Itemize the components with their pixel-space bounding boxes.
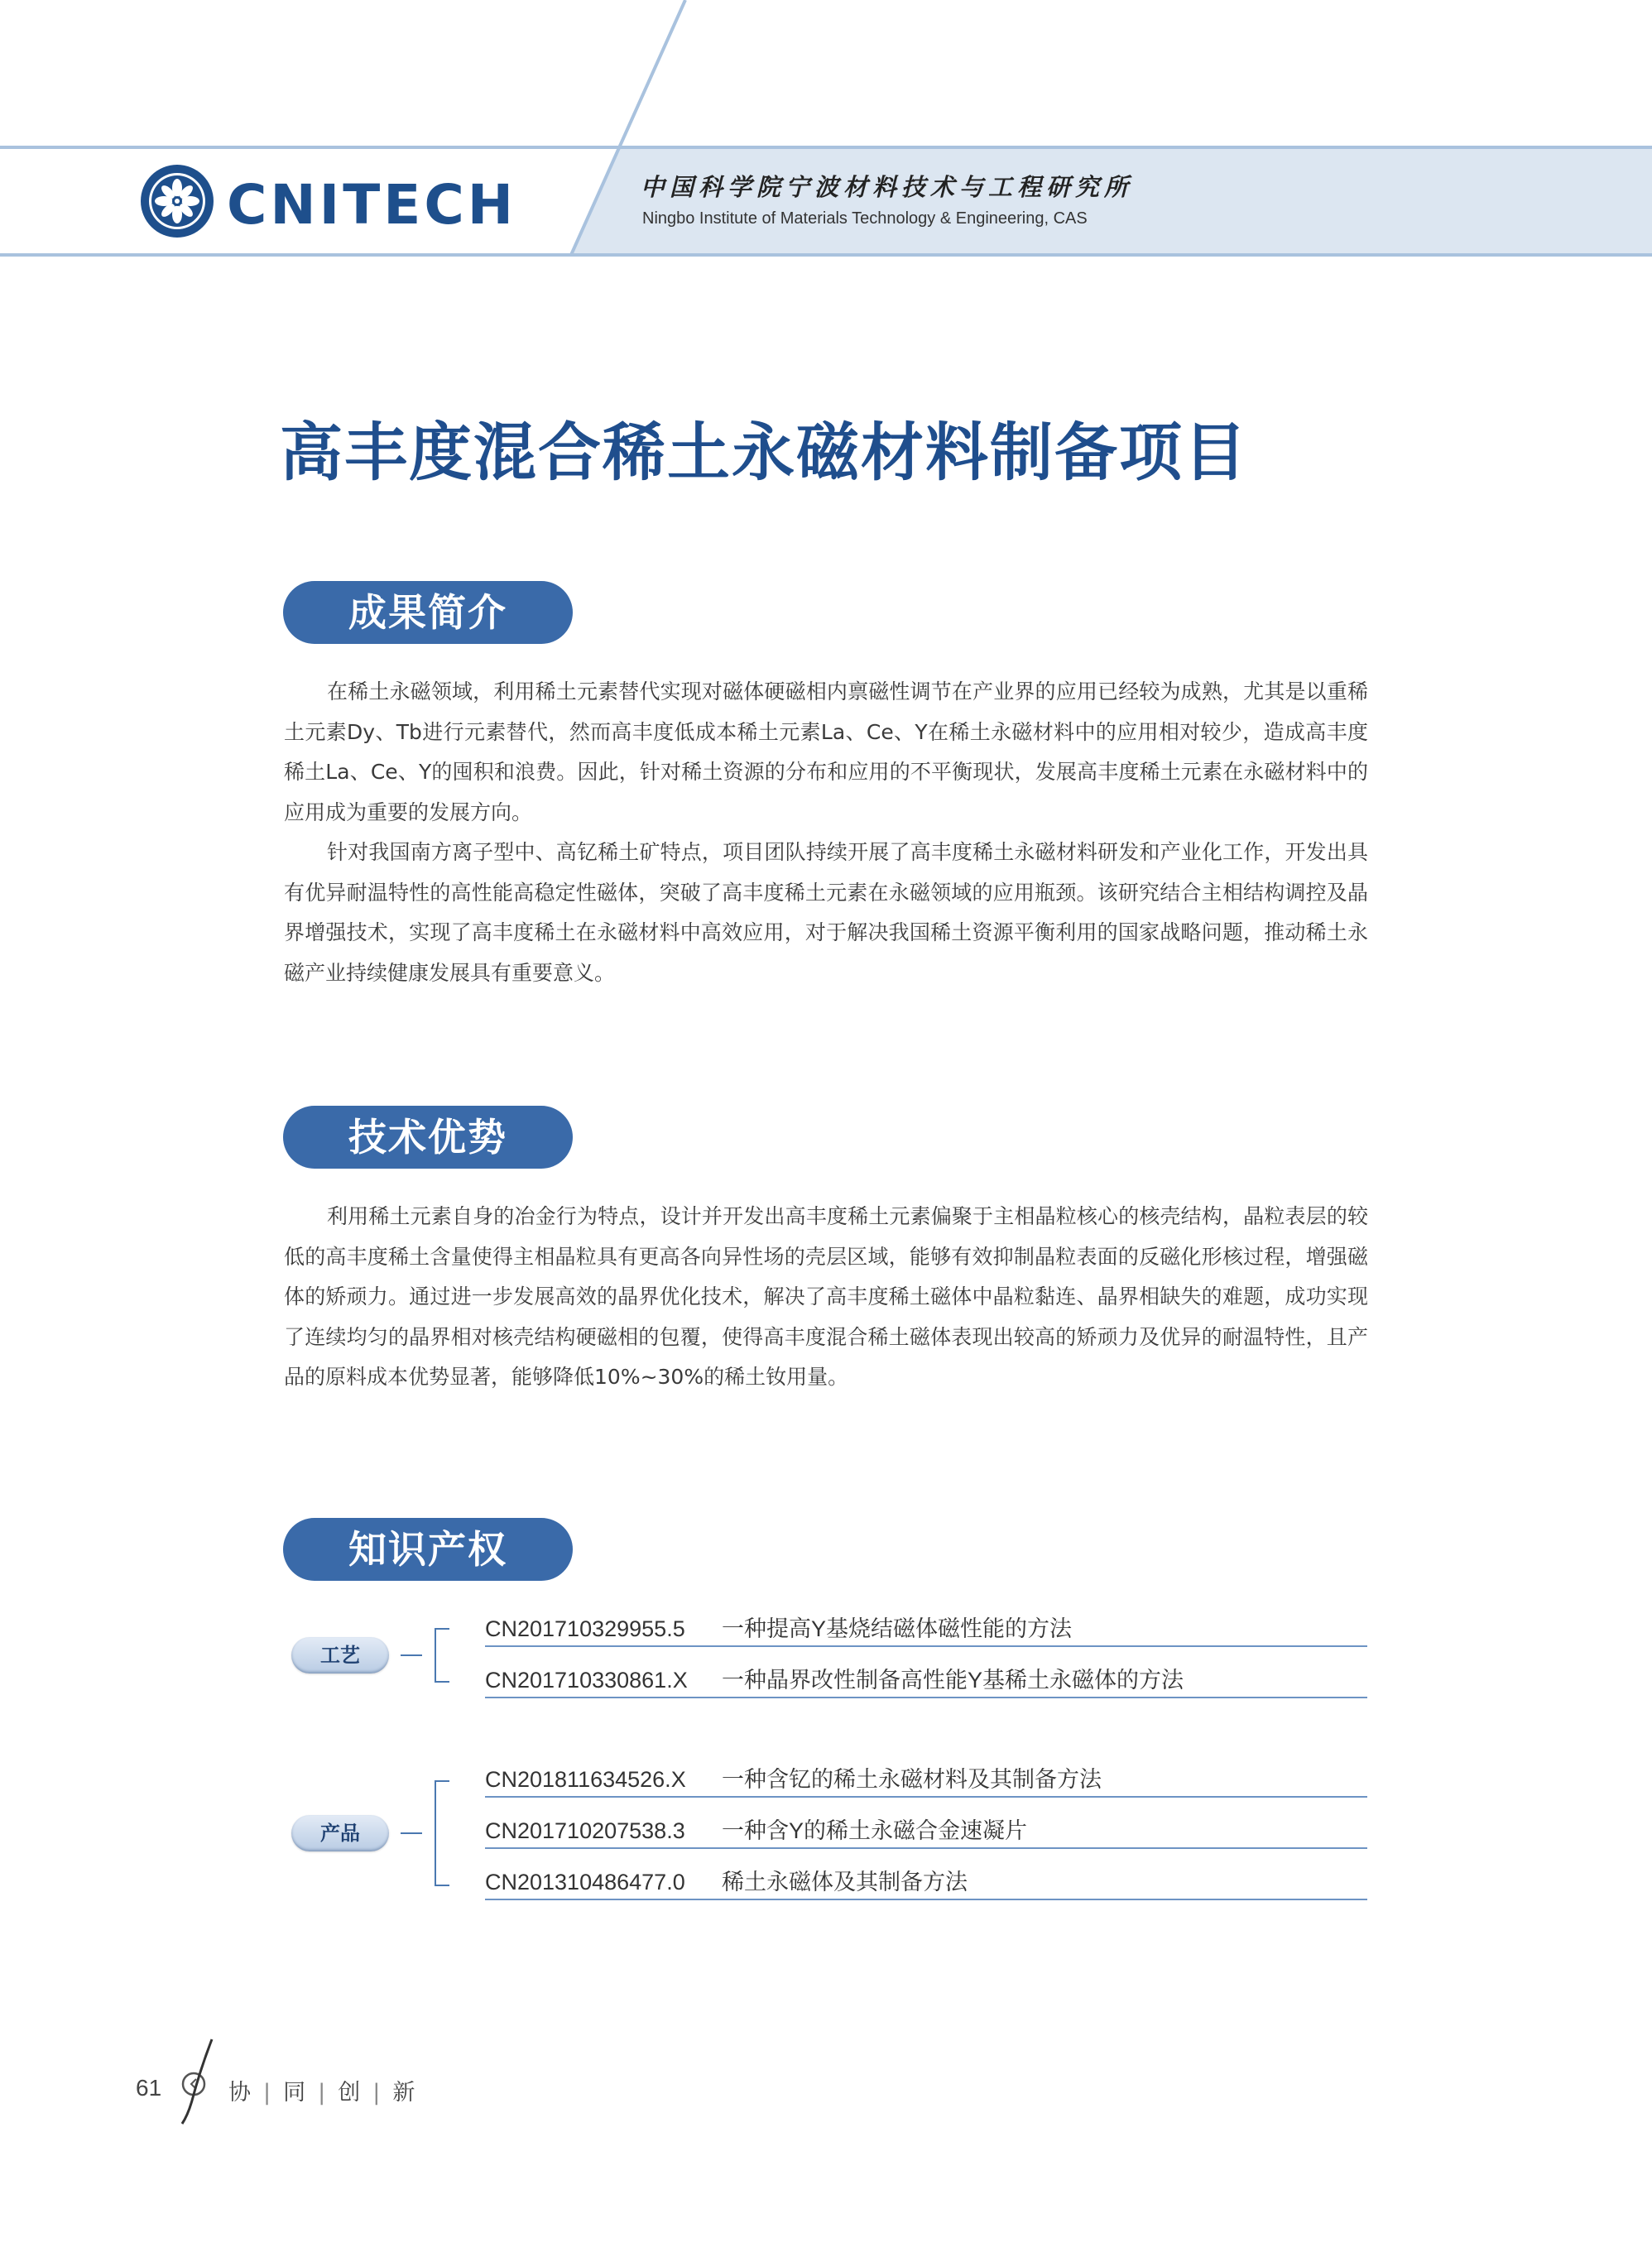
- patent-title: 稀土永磁体及其制备方法: [722, 1870, 968, 1894]
- summary-paragraph-1: 在稀土永磁领域，利用稀土元素替代实现对磁体硬磁相内禀磁性调节在产业界的应用已经较为成熟，尤其是以重稀土元素Dy、Tb进行元素替代，然而高丰度低成本稀土元素La、Ce、Y在稀土永磁材料中的应用相对较少，造成高丰度稀土La、Ce、Y的囤积和浪费。因此，针对稀土资源的分布和应用的不平衡现状，发展高丰度稀土元素在永磁材料中的应用成为重要的发展方向。: [284, 680, 1368, 824]
- patent-number: CN201710207538.3: [485, 1818, 685, 1843]
- section-heading-advantages: 技术优势: [283, 1106, 573, 1169]
- patent-title: 一种含Y的稀土永磁合金速凝片: [722, 1818, 1028, 1843]
- pen-circle-icon: [170, 2036, 220, 2127]
- motto-char: 新: [392, 2080, 416, 2106]
- separator: |: [372, 2080, 382, 2106]
- section-heading-ip: 知识产权: [283, 1518, 573, 1581]
- page-title: 高丰度混合稀土永磁材料制备项目: [280, 415, 1248, 489]
- patent-number: CN201710330861.X: [485, 1668, 688, 1693]
- footer-motto: [228, 2074, 415, 2106]
- summary-paragraph-2: 针对我国南方离子型中、高钇稀土矿特点，项目团队持续开展了高丰度稀土永磁材料研发和产业化工作，开发出具有优异耐温特性的高性能高稳定性磁体，突破了高丰度稀土元素在永磁领域的应用瓶颈。该研究结合主相结构调控及晶界增强技术，实现了高丰度稀土在永磁材料中高效应用，对于解决我国稀土资源平衡利用的国家战略问题，推动稀土永磁产业持续健康发展具有重要意义。: [284, 840, 1368, 985]
- patent-number: CN201811634526.X: [485, 1767, 686, 1792]
- advantages-paragraph: 利用稀土元素自身的冶金行为特点，设计并开发出高丰度稀土元素偏聚于主相晶粒核心的核壳结构，晶粒表层的较低的高丰度稀土含量使得主相晶粒具有更高各向异性场的壳层区域，能够有效抑制晶粒表面的反磁化形核过程，增强磁体的矫顽力。通过进一步发展高效的晶界优化技术，解决了高丰度稀土磁体中晶粒黏连、晶界相缺失的难题，成功实现了连续均匀的晶界相对核壳结构硬磁相的包覆，使得高丰度混合稀土磁体表现出较高的矫顽力及优异的耐温特性，且产品的原料成本优势显著，能够降低10%~30%的稀土钕用量。: [284, 1204, 1368, 1389]
- patent-row: [485, 1814, 1367, 1849]
- patent-category-product: 产品: [291, 1815, 389, 1851]
- bracket-line: [435, 1628, 449, 1683]
- patent-number: CN201310486477.0: [485, 1870, 685, 1894]
- patent-title: 一种晶界改性制备高性能Y基稀土永磁体的方法: [722, 1668, 1184, 1693]
- brand-logo-text: CNITECH: [227, 173, 517, 237]
- patent-row: [485, 1763, 1367, 1798]
- patent-row: [485, 1664, 1367, 1698]
- page-number: 61: [136, 2075, 162, 2101]
- cas-emblem-icon: [139, 163, 215, 239]
- patent-number: CN201710329955.5: [485, 1616, 685, 1641]
- patent-row: [485, 1612, 1367, 1647]
- connector-line: [401, 1832, 422, 1834]
- institute-name-cn: 中国科学院宁波材料技术与工程研究所: [641, 173, 1134, 201]
- institute-name-en: Ningbo Institute of Materials Technology & Engineering, CAS: [642, 209, 1088, 228]
- patent-row: [485, 1866, 1367, 1900]
- section-heading-summary: 成果简介: [283, 581, 573, 644]
- separator: |: [318, 2080, 327, 2106]
- motto-char: 协: [228, 2080, 252, 2106]
- patent-title: 一种含钇的稀土永磁材料及其制备方法: [722, 1767, 1102, 1792]
- motto-char: 同: [283, 2080, 307, 2106]
- connector-line: [401, 1654, 422, 1656]
- patent-category-process: 工艺: [291, 1637, 389, 1674]
- separator: |: [263, 2080, 272, 2106]
- bracket-line: [435, 1780, 449, 1886]
- patent-title: 一种提高Y基烧结磁体磁性能的方法: [722, 1616, 1073, 1641]
- motto-char: 创: [338, 2080, 362, 2106]
